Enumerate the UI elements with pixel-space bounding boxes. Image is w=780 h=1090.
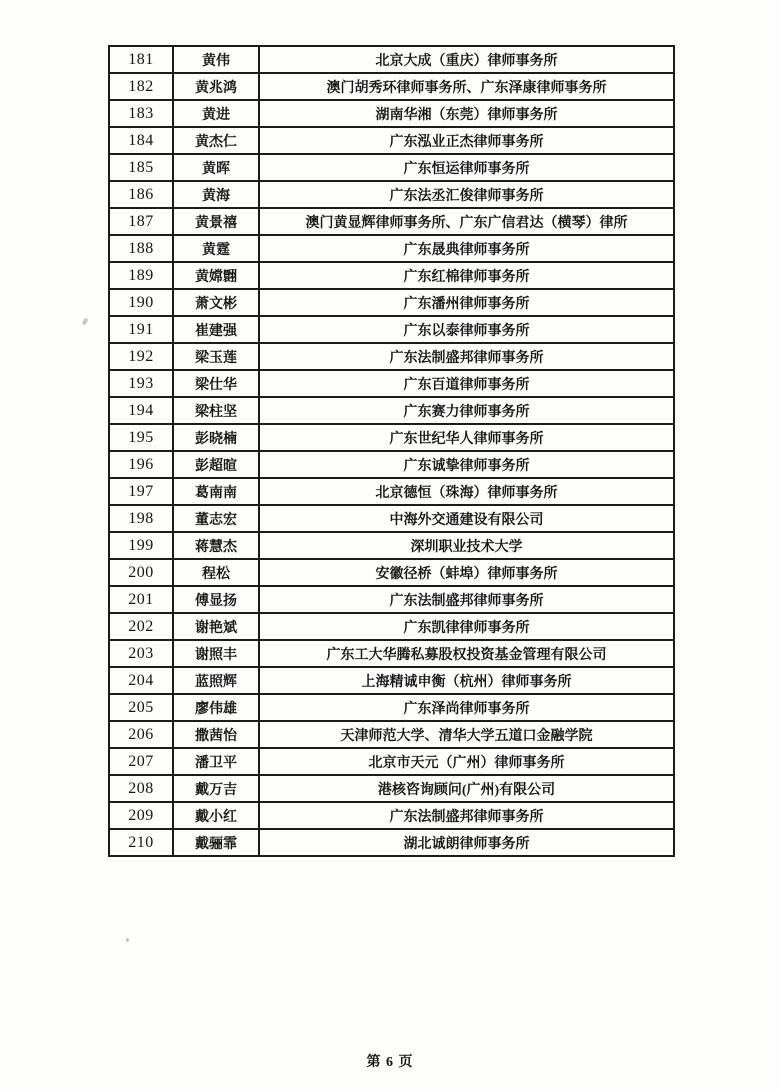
table-row (110, 315, 673, 342)
scan-artifact (82, 317, 89, 325)
table-row (110, 666, 673, 693)
cell-no: 186 (110, 182, 174, 207)
cell-no: 200 (110, 560, 174, 585)
table-row (110, 180, 673, 207)
cell-name: 崔建强 (174, 317, 260, 342)
table-row (110, 693, 673, 720)
cell-org: 澳门黄显辉律师事务所、广东广信君达（横琴）律所 (305, 215, 628, 231)
cell-org: 广东泓业正杰律师事务所 (389, 134, 544, 150)
cell-name: 萧文彬 (174, 290, 260, 315)
table-row (110, 234, 673, 261)
cell-name: 廖伟雄 (174, 695, 260, 720)
cell-org: 广东法丞汇俊律师事务所 (389, 188, 544, 204)
cell-name: 撒茜怡 (174, 722, 260, 747)
table-row (110, 369, 673, 396)
cell-name: 戴小红 (174, 803, 260, 828)
table-row (110, 639, 673, 666)
table-row (110, 828, 673, 855)
cell-no: 195 (110, 425, 174, 450)
cell-no: 191 (110, 317, 174, 342)
cell-name: 程松 (174, 560, 260, 585)
cell-org: 北京大成（重庆）律师事务所 (375, 53, 558, 69)
cell-name: 黄杰仁 (174, 128, 260, 153)
cell-no: 182 (110, 74, 174, 99)
cell-no: 206 (110, 722, 174, 747)
cell-org: 安徽径桥（蚌埠）律师事务所 (375, 566, 558, 582)
cell-no: 208 (110, 776, 174, 801)
cell-no: 181 (110, 47, 174, 72)
cell-no: 198 (110, 506, 174, 531)
cell-no: 193 (110, 371, 174, 396)
cell-org: 广东工大华腾私募股权投资基金管理有限公司 (326, 647, 607, 663)
cell-no: 199 (110, 533, 174, 558)
cell-no: 185 (110, 155, 174, 180)
cell-org: 广东法制盛邦律师事务所 (389, 593, 544, 609)
cell-org: 天津师范大学、清华大学五道口金融学院 (340, 728, 593, 744)
table-row (110, 288, 673, 315)
cell-name: 傅显扬 (174, 587, 260, 612)
cell-name: 梁仕华 (174, 371, 260, 396)
cell-org: 广东法制盛邦律师事务所 (389, 809, 544, 825)
cell-name: 葛南南 (174, 479, 260, 504)
cell-org: 湖北诚朗律师事务所 (403, 836, 530, 852)
cell-org: 广东恒运律师事务所 (403, 161, 530, 177)
table-row (110, 423, 673, 450)
cell-no: 187 (110, 209, 174, 234)
cell-no: 194 (110, 398, 174, 423)
table-row (110, 585, 673, 612)
cell-org: 广东以泰律师事务所 (403, 323, 530, 339)
table-row (110, 207, 673, 234)
cell-org: 湖南华湘（东莞）律师事务所 (375, 107, 558, 123)
cell-no: 197 (110, 479, 174, 504)
table-row (110, 126, 673, 153)
cell-name: 彭超暄 (174, 452, 260, 477)
table-row (110, 531, 673, 558)
cell-no: 202 (110, 614, 174, 639)
cell-no: 205 (110, 695, 174, 720)
cell-no: 207 (110, 749, 174, 774)
table-row (110, 47, 673, 72)
cell-no: 201 (110, 587, 174, 612)
table-row (110, 342, 673, 369)
cell-name: 董志宏 (174, 506, 260, 531)
cell-org: 广东潘州律师事务所 (403, 296, 530, 312)
cell-no: 196 (110, 452, 174, 477)
table-row (110, 747, 673, 774)
cell-org: 中海外交通建设有限公司 (389, 512, 544, 528)
table-row (110, 261, 673, 288)
cell-org: 广东晟典律师事务所 (403, 242, 530, 258)
cell-org: 广东红棉律师事务所 (403, 269, 530, 285)
cell-name: 黄进 (174, 101, 260, 126)
table-row (110, 720, 673, 747)
table-row (110, 774, 673, 801)
cell-name: 黄嫦翾 (174, 263, 260, 288)
table-row (110, 558, 673, 585)
cell-org: 北京市天元（广州）律师事务所 (368, 755, 565, 771)
cell-name: 黄兆鸿 (174, 74, 260, 99)
cell-org: 广东世纪华人律师事务所 (389, 431, 544, 447)
table-row (110, 99, 673, 126)
page-number: 第 6 页 (366, 1055, 414, 1070)
table-row (110, 504, 673, 531)
cell-org: 广东诚挚律师事务所 (403, 458, 530, 474)
cell-no: 188 (110, 236, 174, 261)
cell-org: 上海精诚申衡（杭州）律师事务所 (361, 674, 572, 690)
cell-name: 黄海 (174, 182, 260, 207)
cell-name: 黄景禧 (174, 209, 260, 234)
cell-org: 澳门胡秀环律师事务所、广东泽康律师事务所 (326, 80, 607, 96)
table-row (110, 801, 673, 828)
cell-name: 戴骊霏 (174, 830, 260, 855)
table-row (110, 153, 673, 180)
cell-name: 谢照丰 (174, 641, 260, 666)
cell-no: 190 (110, 290, 174, 315)
cell-name: 彭晓楠 (174, 425, 260, 450)
cell-no: 210 (110, 830, 174, 855)
lawyer-list-table (108, 45, 675, 857)
cell-no: 209 (110, 803, 174, 828)
cell-name: 戴万吉 (174, 776, 260, 801)
cell-no: 189 (110, 263, 174, 288)
table-body (110, 47, 673, 855)
cell-name: 梁柱坚 (174, 398, 260, 423)
cell-org: 广东赛力律师事务所 (403, 404, 530, 420)
cell-name: 潘卫平 (174, 749, 260, 774)
cell-name: 蓝照辉 (174, 668, 260, 693)
table-row (110, 477, 673, 504)
cell-no: 192 (110, 344, 174, 369)
cell-org: 广东凯律律师事务所 (403, 620, 530, 636)
cell-name: 黄晖 (174, 155, 260, 180)
cell-no: 183 (110, 101, 174, 126)
cell-name: 黄伟 (174, 47, 260, 72)
cell-org: 广东泽尚律师事务所 (403, 701, 530, 717)
cell-org: 港核咨询顾问(广州)有限公司 (377, 782, 556, 798)
table-row (110, 396, 673, 423)
cell-name: 蒋慧杰 (174, 533, 260, 558)
cell-name: 梁玉莲 (174, 344, 260, 369)
cell-org: 广东法制盛邦律师事务所 (389, 350, 544, 366)
cell-org: 深圳职业技术大学 (410, 539, 523, 555)
cell-no: 203 (110, 641, 174, 666)
table-row (110, 612, 673, 639)
scan-artifact (126, 938, 129, 942)
cell-org: 北京德恒（珠海）律师事务所 (375, 485, 558, 501)
cell-name: 黄霆 (174, 236, 260, 261)
cell-name: 谢艳斌 (174, 614, 260, 639)
cell-no: 204 (110, 668, 174, 693)
table-row (110, 72, 673, 99)
table-row (110, 450, 673, 477)
cell-org: 广东百道律师事务所 (403, 377, 530, 393)
cell-no: 184 (110, 128, 174, 153)
